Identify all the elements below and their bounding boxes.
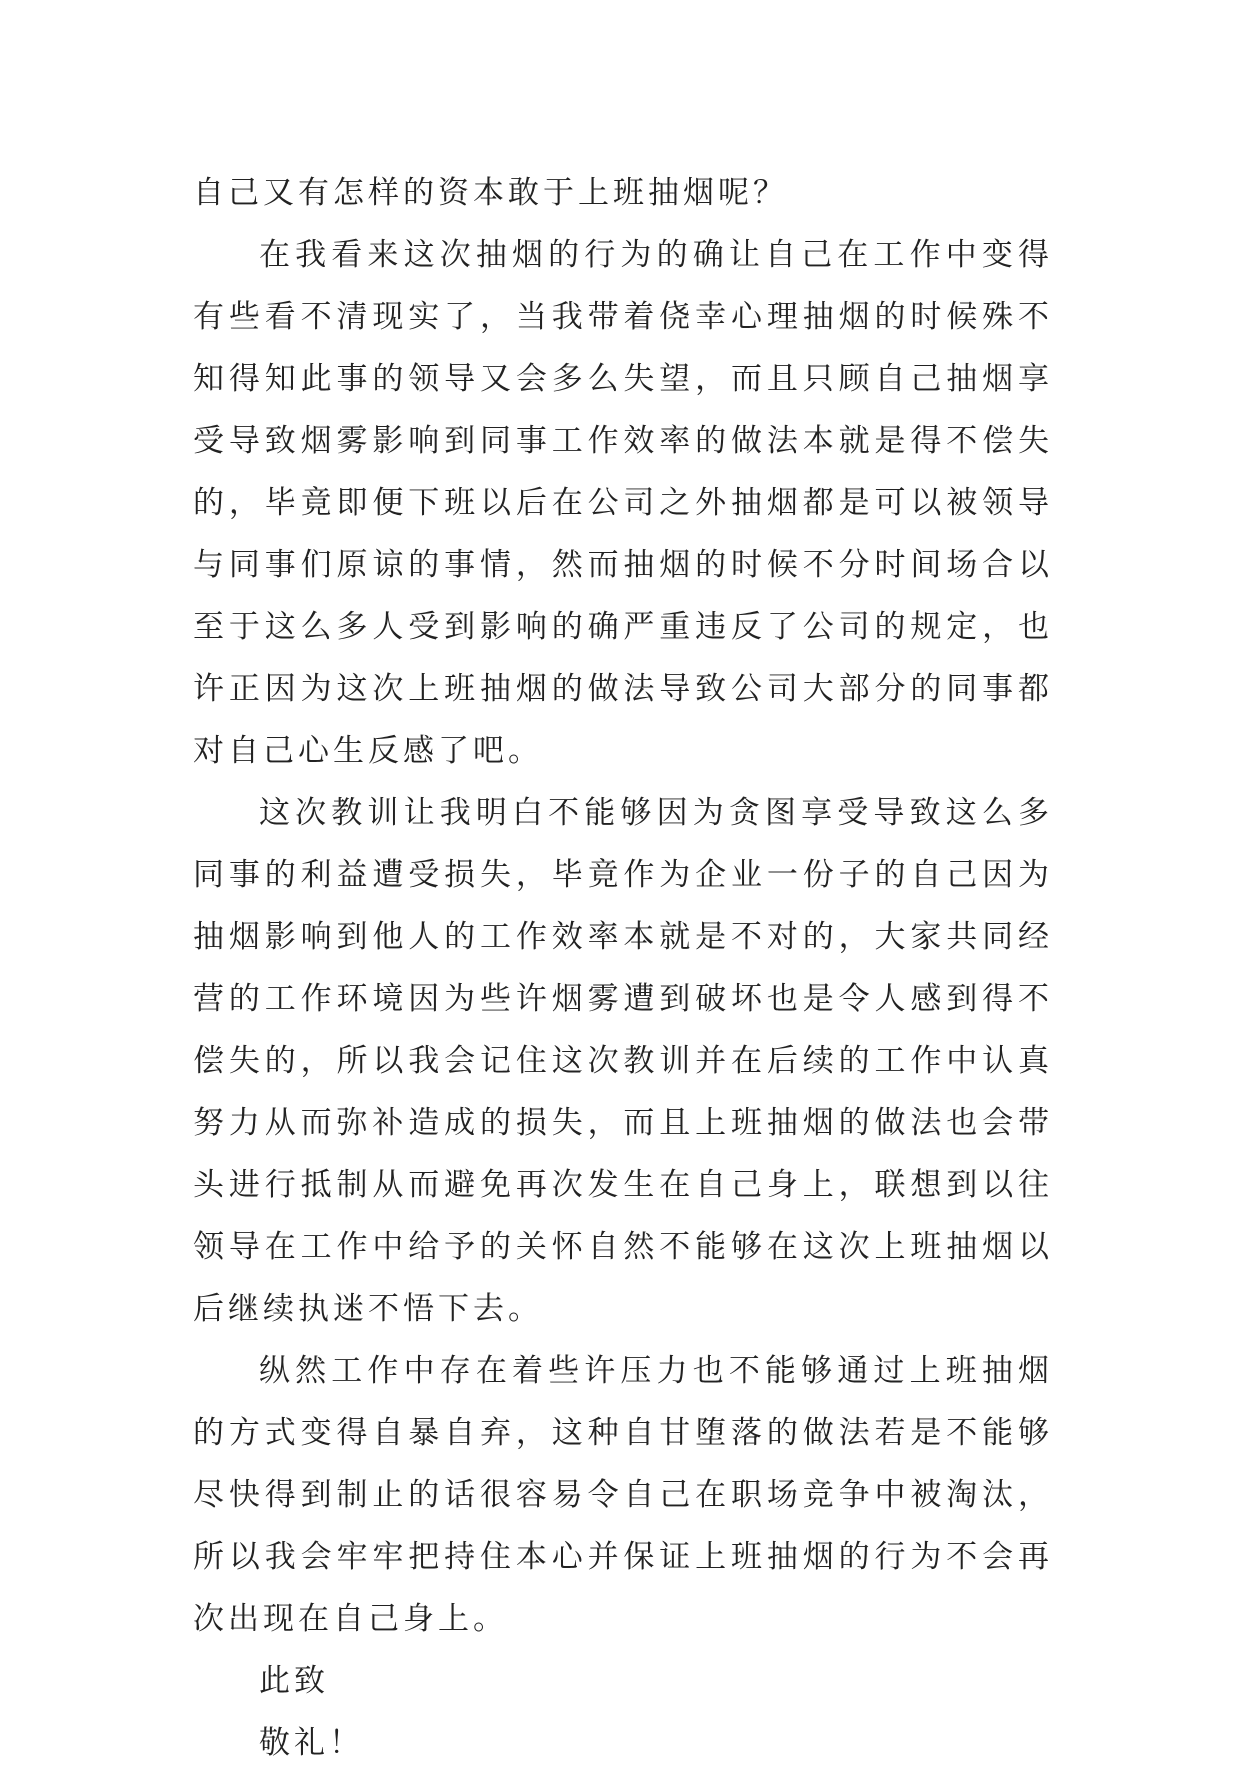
letter-body <box>193 162 1053 1774</box>
closing-salutation: 此致 <box>259 1663 329 1699</box>
paragraph-lesson: 这次教训让我明白不能够因为贪图享受导致这么多同事的利益遭受损失，毕竟作为企业一份子的自己因为抽烟影响到他人的工作效率本就是不对的，大家共同经营的工作环境因为些许烟雾遭到破坏也是令人感到得不偿失的，所以我会记住这次教训并在后续的工作中认真努力从而弥补造成的损失，而且上班抽烟的做法也会带头进行抵制从而避免再次发生在自己身上，联想到以往领导在工作中给予的关怀自然不能够在这次上班抽烟以后继续执迷不悟下去。 <box>193 795 1053 1327</box>
paragraph-continued: 自己又有怎样的资本敢于上班抽烟呢？ <box>193 175 788 211</box>
closing-regards: 敬礼！ <box>259 1725 364 1761</box>
paragraph-commitment: 纵然工作中存在着些许压力也不能够通过上班抽烟的方式变得自暴自弃，这种自甘堕落的做法若是不能够尽快得到制止的话很容易令自己在职场竞争中被淘汰，所以我会牢牢把持住本心并保证上班抽烟的行为不会再次出现在自己身上。 <box>193 1353 1053 1637</box>
paragraph-reflection: 在我看来这次抽烟的行为的确让自己在工作中变得有些看不清现实了，当我带着侥幸心理抽烟的时候殊不知得知此事的领导又会多么失望，而且只顾自己抽烟享受导致烟雾影响到同事工作效率的做法本就是得不偿失的，毕竟即便下班以后在公司之外抽烟都是可以被领导与同事们原谅的事情，然而抽烟的时候不分时间场合以至于这么多人受到影响的确严重违反了公司的规定，也许正因为这次上班抽烟的做法导致公司大部分的同事都对自己心生反感了吧。 <box>193 237 1053 769</box>
